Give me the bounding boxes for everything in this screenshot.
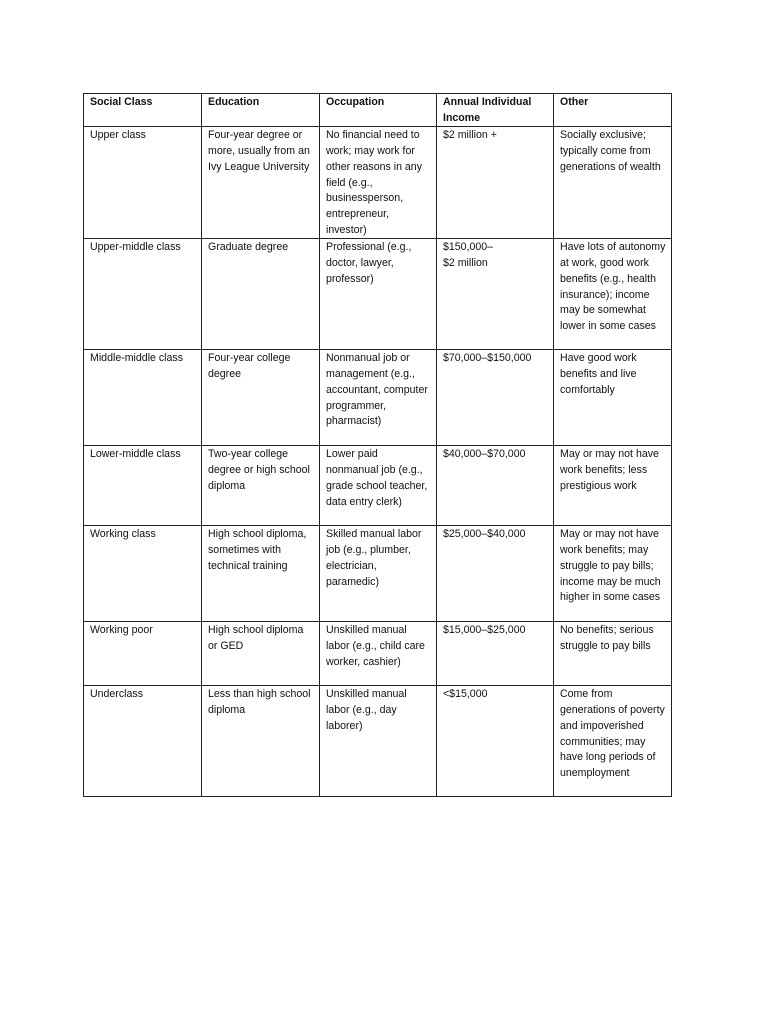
cell-occupation: Unskilled manual labor (e.g., day laborer) [320, 686, 437, 797]
table-row [84, 239, 672, 350]
header-education: Education [202, 94, 320, 127]
cell-other: Have good work benefits and live comfortably [554, 350, 672, 446]
cell-other: Have lots of autonomy at work, good work benefits (e.g., health insurance); income may be somewhat lower in some cases [554, 239, 672, 350]
table-row [84, 127, 672, 239]
cell-education: High school diploma or GED [202, 622, 320, 686]
cell-income: $25,000–$40,000 [437, 526, 554, 622]
table-row [84, 446, 672, 526]
cell-income: $2 million + [437, 127, 554, 239]
cell-social-class: Upper-middle class [84, 239, 202, 350]
cell-occupation: Nonmanual job or management (e.g., accountant, computer programmer, pharmacist) [320, 350, 437, 446]
header-occupation: Occupation [320, 94, 437, 127]
cell-income: $40,000–$70,000 [437, 446, 554, 526]
social-class-table [83, 93, 672, 797]
cell-income: <$15,000 [437, 686, 554, 797]
cell-occupation: No financial need to work; may work for other reasons in any field (e.g., businessperson, entrepreneur, investor) [320, 127, 437, 239]
cell-education: Four-year college degree [202, 350, 320, 446]
cell-other: Come from generations of poverty and impoverished communities; may have long periods of unemployment [554, 686, 672, 797]
cell-occupation: Unskilled manual labor (e.g., child care worker, cashier) [320, 622, 437, 686]
cell-education: Graduate degree [202, 239, 320, 350]
header-annual-income: Annual Individual Income [437, 94, 554, 127]
cell-social-class: Working poor [84, 622, 202, 686]
table-row [84, 622, 672, 686]
cell-education: Two-year college degree or high school diploma [202, 446, 320, 526]
cell-other: May or may not have work benefits; less prestigious work [554, 446, 672, 526]
cell-occupation: Lower paid nonmanual job (e.g., grade school teacher, data entry clerk) [320, 446, 437, 526]
cell-other: No benefits; serious struggle to pay bills [554, 622, 672, 686]
table-header-row [84, 94, 672, 127]
table-row [84, 350, 672, 446]
table-row [84, 686, 672, 797]
cell-social-class: Lower-middle class [84, 446, 202, 526]
cell-other: May or may not have work benefits; may struggle to pay bills; income may be much higher in some cases [554, 526, 672, 622]
cell-education: Less than high school diploma [202, 686, 320, 797]
cell-occupation: Skilled manual labor job (e.g., plumber, electrician, paramedic) [320, 526, 437, 622]
cell-social-class: Middle-middle class [84, 350, 202, 446]
cell-occupation: Professional (e.g., doctor, lawyer, professor) [320, 239, 437, 350]
cell-social-class: Underclass [84, 686, 202, 797]
cell-education: High school diploma, sometimes with technical training [202, 526, 320, 622]
cell-social-class: Upper class [84, 127, 202, 239]
table-row [84, 526, 672, 622]
cell-income: $150,000– $2 million [437, 239, 554, 350]
cell-other: Socially exclusive; typically come from generations of wealth [554, 127, 672, 239]
cell-social-class: Working class [84, 526, 202, 622]
cell-income: $70,000–$150,000 [437, 350, 554, 446]
cell-income: $15,000–$25,000 [437, 622, 554, 686]
header-social-class: Social Class [84, 94, 202, 127]
header-other: Other [554, 94, 672, 127]
cell-education: Four-year degree or more, usually from an Ivy League University [202, 127, 320, 239]
